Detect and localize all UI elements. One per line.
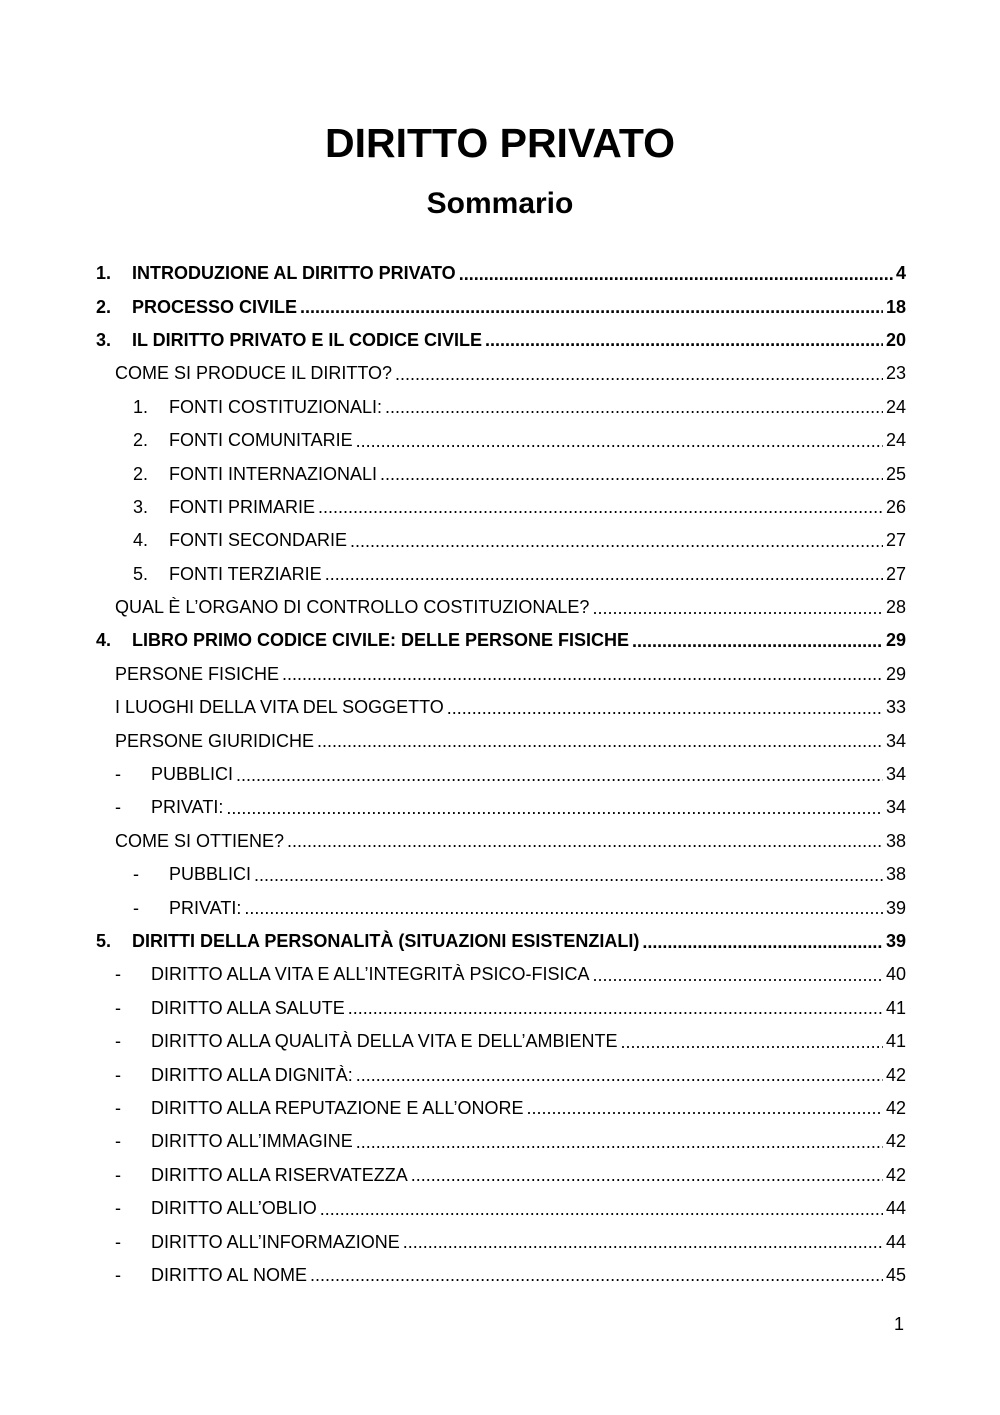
toc-entry-page: 33 <box>885 697 906 718</box>
toc-entry[interactable] <box>96 858 906 891</box>
toc-leader-dots <box>348 998 883 1018</box>
toc-entry-label: FONTI PRIMARIE <box>169 496 316 517</box>
toc-entry-marker: 2. <box>133 430 149 451</box>
toc-leader-dots <box>244 898 883 918</box>
toc-entry-page: 42 <box>885 1164 906 1185</box>
toc-entry-marker: - <box>115 1131 121 1152</box>
toc-leader-dots <box>317 731 883 751</box>
toc-leader-dots <box>632 631 883 651</box>
toc-entry-marker: - <box>115 1031 121 1052</box>
toc-entry-label: FONTI COSTITUZIONALI: <box>169 396 383 417</box>
toc-leader-dots <box>380 464 883 484</box>
toc-entry-page: 44 <box>885 1231 906 1252</box>
toc-entry[interactable] <box>96 992 906 1025</box>
toc-leader-dots <box>300 297 883 317</box>
toc-entry-marker: - <box>115 764 121 785</box>
toc-entry-label: PRIVATI: <box>169 897 242 918</box>
toc-leader-dots <box>287 831 883 851</box>
toc-leader-dots <box>356 1132 883 1152</box>
toc-entry-label: IL DIRITTO PRIVATO E IL CODICE CIVILE <box>132 329 483 350</box>
toc-entry-label: DIRITTO ALLA REPUTAZIONE E ALL’ONORE <box>151 1097 524 1118</box>
toc-entry-label: FONTI TERZIARIE <box>169 563 322 584</box>
toc-entry-marker: - <box>115 1198 121 1219</box>
toc-leader-dots <box>320 1199 883 1219</box>
toc-entry-page: 25 <box>885 463 906 484</box>
toc-entry[interactable] <box>96 1159 906 1192</box>
toc-entry[interactable] <box>96 658 906 691</box>
toc-entry-page: 24 <box>885 396 906 417</box>
toc-entry[interactable] <box>96 1125 906 1158</box>
toc-entry-label: DIRITTI DELLA PERSONALITÀ (SITUAZIONI ESISTENZIALI) <box>132 931 640 951</box>
toc-entry-label: I LUOGHI DELLA VITA DEL SOGGETTO <box>115 697 444 718</box>
toc-entry-page: 24 <box>885 430 906 451</box>
toc-entry[interactable] <box>96 958 906 991</box>
toc-leader-dots <box>447 698 883 718</box>
toc-entry-label: LIBRO PRIMO CODICE CIVILE: DELLE PERSONE FISICHE <box>132 630 630 651</box>
toc-entry[interactable] <box>96 457 906 490</box>
toc-entry[interactable] <box>96 724 906 757</box>
toc-entry[interactable] <box>96 357 906 390</box>
toc-entry[interactable] <box>96 758 906 791</box>
toc-entry[interactable] <box>96 1092 906 1125</box>
toc-entry[interactable] <box>96 1025 906 1058</box>
toc-heading: Sommario <box>426 187 574 220</box>
toc-leader-dots <box>592 965 883 985</box>
toc-entry-marker: - <box>133 897 139 918</box>
toc-entry[interactable] <box>96 791 906 824</box>
toc-entry-label: DIRITTO ALLA RISERVATEZZA <box>151 1164 408 1185</box>
toc-leader-dots <box>310 1265 883 1285</box>
toc-entry-page: 42 <box>885 1097 906 1118</box>
toc-leader-dots <box>325 564 883 584</box>
toc-entry-page: 38 <box>885 830 906 851</box>
toc-entry-marker: 2. <box>133 463 149 484</box>
toc-entry-label: DIRITTO ALL’IMMAGINE <box>151 1131 353 1152</box>
toc-entry-page: 45 <box>885 1264 906 1285</box>
toc-entry-marker: - <box>115 1164 121 1185</box>
toc-entry-label: PRIVATI: <box>151 797 224 818</box>
toc-leader-dots <box>236 765 883 785</box>
toc-entry-label: DIRITTO ALLA QUALITÀ DELLA VITA E DELL’AMBIENTE <box>151 1031 618 1052</box>
toc-entry[interactable] <box>96 290 906 323</box>
toc-leader-dots <box>411 1165 883 1185</box>
toc-entry-page: 26 <box>885 496 906 517</box>
toc-entry-page: 41 <box>885 997 906 1018</box>
toc-leader-dots <box>485 330 883 350</box>
toc-entry-page: 34 <box>885 764 906 785</box>
toc-entry-marker: 1. <box>133 396 149 417</box>
toc-entry-marker: 4. <box>133 530 149 551</box>
toc-entry-page: 34 <box>885 797 906 818</box>
toc-entry-marker: - <box>133 864 139 885</box>
toc-entry[interactable] <box>96 524 906 557</box>
toc-leader-dots <box>356 1065 883 1085</box>
toc-entry-page: 40 <box>885 964 906 985</box>
toc-entry[interactable] <box>96 491 906 524</box>
toc-entry-page: 28 <box>885 597 906 618</box>
toc-entry-marker: 2. <box>96 296 112 317</box>
toc-entry-label: COME SI PRODUCE IL DIRITTO? <box>115 363 393 384</box>
toc-entry-label: QUAL È L’ORGANO DI CONTROLLO COSTITUZIONALE? <box>115 597 590 618</box>
toc-entry-label: DIRITTO AL NOME <box>151 1264 308 1285</box>
toc-entry-page: 39 <box>885 931 906 951</box>
toc-leader-dots <box>226 798 883 818</box>
toc-entry-label: FONTI SECONDARIE <box>169 530 348 551</box>
toc-entry[interactable] <box>96 891 906 924</box>
toc-entry-page: 44 <box>885 1198 906 1219</box>
toc-entry-label: DIRITTO ALL’INFORMAZIONE <box>151 1231 400 1252</box>
toc-entry[interactable] <box>96 424 906 457</box>
toc-entry-label: DIRITTO ALLA VITA E ALL’INTEGRITÀ PSICO-FISICA <box>151 964 590 985</box>
toc-entry[interactable] <box>96 591 906 624</box>
toc-entry-label: DIRITTO ALLA DIGNITÀ: <box>151 1064 353 1085</box>
toc-leader-dots <box>395 364 883 384</box>
toc-leader-dots <box>350 531 883 551</box>
toc-entry[interactable] <box>96 691 906 724</box>
toc-entry-marker: - <box>115 1064 121 1085</box>
toc-entry-marker: - <box>115 997 121 1018</box>
toc-entry-page: 29 <box>885 663 906 684</box>
toc-entry[interactable] <box>96 558 906 591</box>
toc-leader-dots <box>385 397 883 417</box>
toc-entry[interactable] <box>96 624 906 657</box>
toc-entry-page: 27 <box>885 563 906 584</box>
toc-entry-marker: - <box>115 964 121 985</box>
toc-entry-marker: - <box>115 1097 121 1118</box>
toc-leader-dots <box>254 865 883 885</box>
page-number: 1 <box>893 1314 904 1334</box>
toc-entry-marker: - <box>115 797 121 818</box>
toc-entry-page: 38 <box>885 864 906 885</box>
toc-entry-marker: 4. <box>96 630 112 651</box>
toc-entry[interactable] <box>96 1192 906 1225</box>
toc-entry-label: PUBBLICI <box>169 864 252 885</box>
toc-entry-page: 29 <box>885 630 906 651</box>
toc-entry-marker: 3. <box>133 496 149 517</box>
toc-leader-dots <box>282 664 883 684</box>
toc-entry-label: PERSONE FISICHE <box>115 663 280 684</box>
toc-leader-dots <box>403 1232 883 1252</box>
toc-entry[interactable] <box>96 391 906 424</box>
toc-entry-page: 20 <box>885 329 906 350</box>
toc-entry-label: DIRITTO ALL’OBLIO <box>151 1198 317 1219</box>
toc-entry-marker: 1. <box>96 263 112 284</box>
table-of-contents <box>96 257 906 1292</box>
toc-entry-marker: - <box>115 1264 121 1285</box>
toc-entry[interactable] <box>96 925 906 958</box>
toc-entry-marker: 5. <box>96 931 112 951</box>
toc-entry-page: 27 <box>885 530 906 551</box>
toc-entry-label: COME SI OTTIENE? <box>115 830 285 851</box>
toc-entry[interactable] <box>96 1225 906 1258</box>
toc-entry[interactable] <box>96 1058 906 1091</box>
toc-entry-page: 23 <box>885 363 906 384</box>
toc-entry-marker: - <box>115 1231 121 1252</box>
toc-entry-label: FONTI COMUNITARIE <box>169 430 353 451</box>
toc-entry-marker: 5. <box>133 563 149 584</box>
toc-entry-marker: 3. <box>96 329 112 350</box>
toc-entry[interactable] <box>96 1259 906 1292</box>
toc-entry-page: 39 <box>885 897 906 918</box>
toc-entry-page: 42 <box>885 1064 906 1085</box>
toc-leader-dots <box>621 1032 883 1052</box>
toc-entry-label: DIRITTO ALLA SALUTE <box>151 997 345 1018</box>
toc-leader-dots <box>642 932 883 952</box>
toc-entry-label: PERSONE GIURIDICHE <box>115 730 315 751</box>
toc-entry-label: PUBBLICI <box>151 764 234 785</box>
toc-entry-page: 42 <box>885 1131 906 1152</box>
toc-leader-dots <box>459 264 893 284</box>
toc-entry-page: 34 <box>885 730 906 751</box>
toc-entry[interactable] <box>96 825 906 858</box>
toc-leader-dots <box>356 431 883 451</box>
toc-entry[interactable] <box>96 257 906 290</box>
document-title: DIRITTO PRIVATO <box>324 120 676 166</box>
toc-entry[interactable] <box>96 324 906 357</box>
toc-entry-page: 4 <box>895 263 906 284</box>
toc-entry-label: PROCESSO CIVILE <box>132 296 298 317</box>
toc-leader-dots <box>592 598 883 618</box>
toc-leader-dots <box>526 1098 883 1118</box>
toc-entry-page: 41 <box>885 1031 906 1052</box>
toc-entry-label: FONTI INTERNAZIONALI <box>169 463 378 484</box>
toc-entry-label: INTRODUZIONE AL DIRITTO PRIVATO <box>132 263 456 284</box>
toc-leader-dots <box>318 497 883 517</box>
toc-entry-page: 18 <box>885 296 906 317</box>
